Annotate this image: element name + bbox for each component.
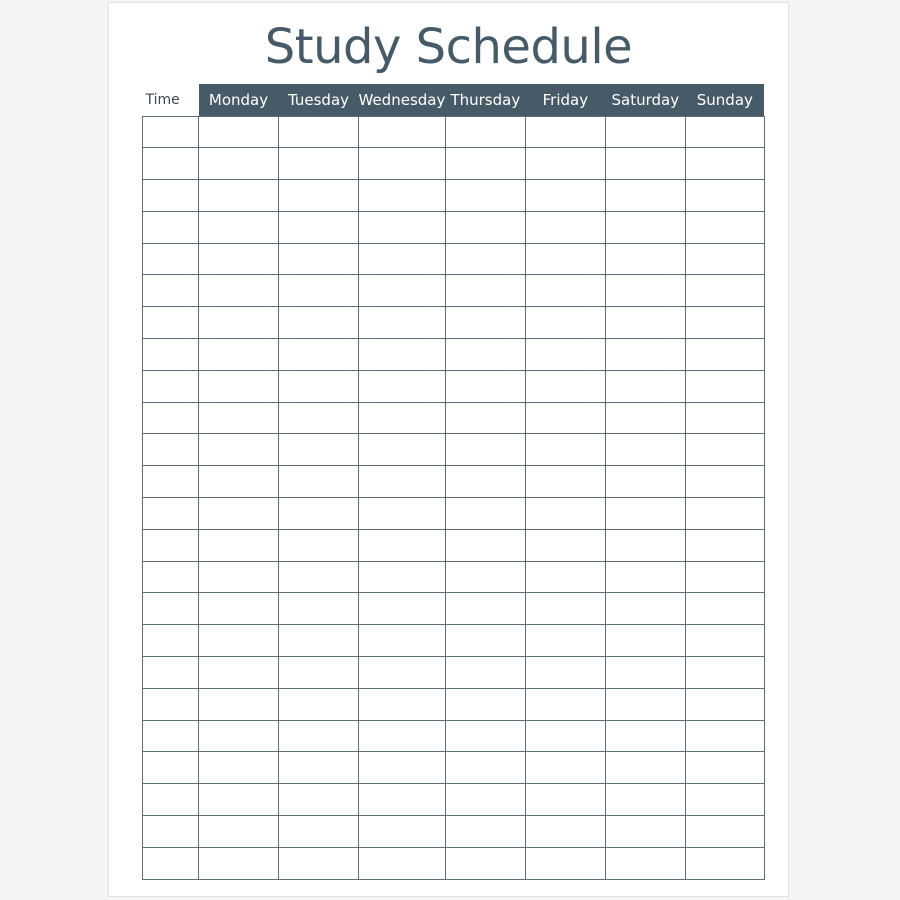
schedule-cell [199, 720, 279, 752]
schedule-cell [359, 180, 446, 212]
schedule-cell [525, 498, 605, 530]
schedule-cell [525, 752, 605, 784]
schedule-cell [605, 847, 685, 879]
schedule-cell [279, 466, 359, 498]
schedule-cell [445, 370, 525, 402]
schedule-cell [359, 498, 446, 530]
schedule-cell [279, 116, 359, 148]
schedule-cell [199, 816, 279, 848]
schedule-cell [279, 688, 359, 720]
schedule-cell [445, 116, 525, 148]
schedule-cell [525, 148, 605, 180]
time-cell [143, 688, 199, 720]
schedule-cell [445, 720, 525, 752]
schedule-cell [199, 307, 279, 339]
schedule-cell [279, 148, 359, 180]
schedule-cell [525, 593, 605, 625]
schedule-cell [605, 657, 685, 689]
schedule-cell [605, 370, 685, 402]
schedule-cell [445, 593, 525, 625]
schedule-cell [279, 307, 359, 339]
schedule-cell [445, 657, 525, 689]
schedule-cell [359, 561, 446, 593]
day-header-sunday: Sunday [685, 84, 764, 116]
schedule-cell [525, 275, 605, 307]
time-cell [143, 434, 199, 466]
time-cell [143, 529, 199, 561]
schedule-cell [605, 211, 685, 243]
time-cell [143, 116, 199, 148]
schedule-cell [445, 434, 525, 466]
schedule-cell [445, 752, 525, 784]
schedule-cell [605, 529, 685, 561]
schedule-cell [685, 688, 764, 720]
schedule-cell [525, 370, 605, 402]
schedule-cell [525, 720, 605, 752]
schedule-cell [199, 688, 279, 720]
schedule-row [143, 211, 765, 243]
schedule-cell [525, 402, 605, 434]
schedule-cell [199, 275, 279, 307]
time-cell [143, 816, 199, 848]
day-header-monday: Monday [199, 84, 279, 116]
schedule-cell [685, 816, 764, 848]
time-cell [143, 657, 199, 689]
schedule-cell [199, 498, 279, 530]
schedule-cell [279, 529, 359, 561]
schedule-cell [685, 784, 764, 816]
schedule-cell [359, 402, 446, 434]
schedule-cell [605, 688, 685, 720]
schedule-cell [199, 657, 279, 689]
time-cell [143, 402, 199, 434]
schedule-cell [445, 816, 525, 848]
schedule-cell [685, 752, 764, 784]
schedule-cell [279, 211, 359, 243]
schedule-cell [605, 243, 685, 275]
schedule-row [143, 275, 765, 307]
schedule-cell [605, 116, 685, 148]
schedule-row [143, 180, 765, 212]
schedule-cell [605, 784, 685, 816]
schedule-cell [359, 243, 446, 275]
schedule-cell [445, 784, 525, 816]
schedule-cell [605, 434, 685, 466]
schedule-row [143, 529, 765, 561]
schedule-cell [279, 434, 359, 466]
schedule-cell [525, 466, 605, 498]
time-cell [143, 370, 199, 402]
schedule-cell [199, 529, 279, 561]
schedule-row [143, 402, 765, 434]
schedule-cell [685, 339, 764, 371]
schedule-cell [199, 434, 279, 466]
schedule-cell [605, 720, 685, 752]
day-header-thursday: Thursday [445, 84, 525, 116]
schedule-cell [359, 339, 446, 371]
schedule-row [143, 816, 765, 848]
schedule-row [143, 498, 765, 530]
schedule-cell [525, 688, 605, 720]
time-cell [143, 211, 199, 243]
time-cell [143, 275, 199, 307]
schedule-cell [199, 339, 279, 371]
time-cell [143, 243, 199, 275]
schedule-cell [525, 434, 605, 466]
schedule-row [143, 561, 765, 593]
day-header-tuesday: Tuesday [279, 84, 359, 116]
schedule-cell [359, 816, 446, 848]
schedule-cell [199, 402, 279, 434]
time-cell [143, 148, 199, 180]
schedule-cell [279, 402, 359, 434]
schedule-cell [685, 116, 764, 148]
schedule-row [143, 847, 765, 879]
schedule-cell [685, 148, 764, 180]
schedule-row [143, 657, 765, 689]
schedule-cell [525, 529, 605, 561]
schedule-cell [685, 720, 764, 752]
schedule-cell [685, 529, 764, 561]
time-cell [143, 784, 199, 816]
schedule-row [143, 116, 765, 148]
schedule-cell [445, 625, 525, 657]
schedule-cell [685, 498, 764, 530]
schedule-cell [279, 657, 359, 689]
schedule-row [143, 625, 765, 657]
schedule-cell [685, 307, 764, 339]
schedule-cell [685, 466, 764, 498]
schedule-cell [359, 657, 446, 689]
schedule-cell [685, 847, 764, 879]
schedule-cell [445, 275, 525, 307]
schedule-cell [445, 211, 525, 243]
schedule-cell [525, 784, 605, 816]
schedule-cell [359, 784, 446, 816]
schedule-cell [279, 847, 359, 879]
time-cell [143, 752, 199, 784]
schedule-cell [525, 625, 605, 657]
schedule-cell [279, 561, 359, 593]
schedule-cell [199, 116, 279, 148]
schedule-row [143, 593, 765, 625]
schedule-cell [685, 275, 764, 307]
schedule-row [143, 784, 765, 816]
time-cell [143, 720, 199, 752]
schedule-cell [605, 816, 685, 848]
schedule-cell [605, 498, 685, 530]
schedule-cell [445, 561, 525, 593]
schedule-row [143, 307, 765, 339]
header-row [143, 84, 765, 116]
schedule-cell [685, 370, 764, 402]
schedule-cell [445, 243, 525, 275]
schedule-row [143, 752, 765, 784]
schedule-cell [685, 593, 764, 625]
schedule-cell [605, 307, 685, 339]
schedule-cell [279, 720, 359, 752]
schedule-cell [359, 688, 446, 720]
schedule-cell [525, 211, 605, 243]
schedule-cell [199, 752, 279, 784]
schedule-row [143, 466, 765, 498]
schedule-cell [525, 243, 605, 275]
schedule-cell [199, 847, 279, 879]
schedule-cell [199, 211, 279, 243]
schedule-row [143, 243, 765, 275]
schedule-cell [279, 339, 359, 371]
time-cell [143, 561, 199, 593]
schedule-cell [605, 625, 685, 657]
schedule-cell [525, 561, 605, 593]
schedule-cell [685, 402, 764, 434]
schedule-cell [359, 211, 446, 243]
schedule-cell [685, 180, 764, 212]
time-cell [143, 180, 199, 212]
schedule-cell [359, 529, 446, 561]
schedule-cell [279, 752, 359, 784]
schedule-cell [279, 784, 359, 816]
schedule-cell [359, 466, 446, 498]
schedule-cell [685, 657, 764, 689]
schedule-cell [445, 529, 525, 561]
schedule-cell [359, 307, 446, 339]
schedule-cell [605, 561, 685, 593]
time-cell [143, 847, 199, 879]
schedule-cell [279, 816, 359, 848]
page-title: Study Schedule [264, 19, 633, 75]
schedule-row [143, 148, 765, 180]
schedule-cell [199, 625, 279, 657]
time-cell [143, 498, 199, 530]
schedule-cell [685, 211, 764, 243]
schedule-cell [199, 466, 279, 498]
schedule-cell [199, 148, 279, 180]
time-cell [143, 625, 199, 657]
schedule-cell [199, 561, 279, 593]
schedule-cell [359, 847, 446, 879]
schedule-cell [605, 339, 685, 371]
schedule-cell [605, 148, 685, 180]
schedule-cell [359, 434, 446, 466]
schedule-cell [525, 339, 605, 371]
schedule-cell [279, 275, 359, 307]
schedule-cell [359, 116, 446, 148]
schedule-cell [605, 752, 685, 784]
time-cell [143, 466, 199, 498]
day-header-friday: Friday [525, 84, 605, 116]
schedule-cell [445, 339, 525, 371]
schedule-table [142, 84, 765, 880]
time-column-header: Time [143, 84, 199, 116]
schedule-cell [445, 307, 525, 339]
time-cell [143, 593, 199, 625]
schedule-cell [605, 180, 685, 212]
schedule-cell [199, 784, 279, 816]
schedule-cell [685, 434, 764, 466]
schedule-cell [605, 402, 685, 434]
schedule-cell [685, 625, 764, 657]
schedule-cell [685, 561, 764, 593]
schedule-cell [199, 243, 279, 275]
schedule-cell [525, 816, 605, 848]
schedule-row [143, 688, 765, 720]
schedule-cell [525, 847, 605, 879]
schedule-cell [445, 148, 525, 180]
schedule-row [143, 720, 765, 752]
schedule-cell [279, 593, 359, 625]
schedule-cell [525, 657, 605, 689]
schedule-cell [279, 498, 359, 530]
schedule-cell [359, 275, 446, 307]
schedule-cell [605, 275, 685, 307]
day-header-saturday: Saturday [605, 84, 685, 116]
schedule-row [143, 370, 765, 402]
schedule-cell [199, 180, 279, 212]
schedule-cell [525, 180, 605, 212]
schedule-cell [525, 307, 605, 339]
time-cell [143, 339, 199, 371]
schedule-cell [359, 148, 446, 180]
time-cell [143, 307, 199, 339]
schedule-cell [445, 466, 525, 498]
schedule-cell [279, 180, 359, 212]
schedule-row [143, 434, 765, 466]
schedule-cell [199, 370, 279, 402]
schedule-cell [445, 402, 525, 434]
schedule-cell [359, 370, 446, 402]
schedule-cell [445, 180, 525, 212]
schedule-cell [359, 593, 446, 625]
schedule-cell [359, 720, 446, 752]
schedule-cell [525, 116, 605, 148]
schedule-cell [359, 625, 446, 657]
schedule-cell [279, 243, 359, 275]
schedule-cell [359, 752, 446, 784]
schedule-cell [279, 625, 359, 657]
schedule-cell [605, 466, 685, 498]
schedule-cell [445, 847, 525, 879]
schedule-row [143, 339, 765, 371]
schedule-cell [685, 243, 764, 275]
schedule-cell [445, 688, 525, 720]
schedule-cell [279, 370, 359, 402]
schedule-cell [605, 593, 685, 625]
day-header-wednesday: Wednesday [359, 84, 446, 116]
schedule-body [143, 116, 765, 879]
schedule-cell [199, 593, 279, 625]
schedule-cell [445, 498, 525, 530]
